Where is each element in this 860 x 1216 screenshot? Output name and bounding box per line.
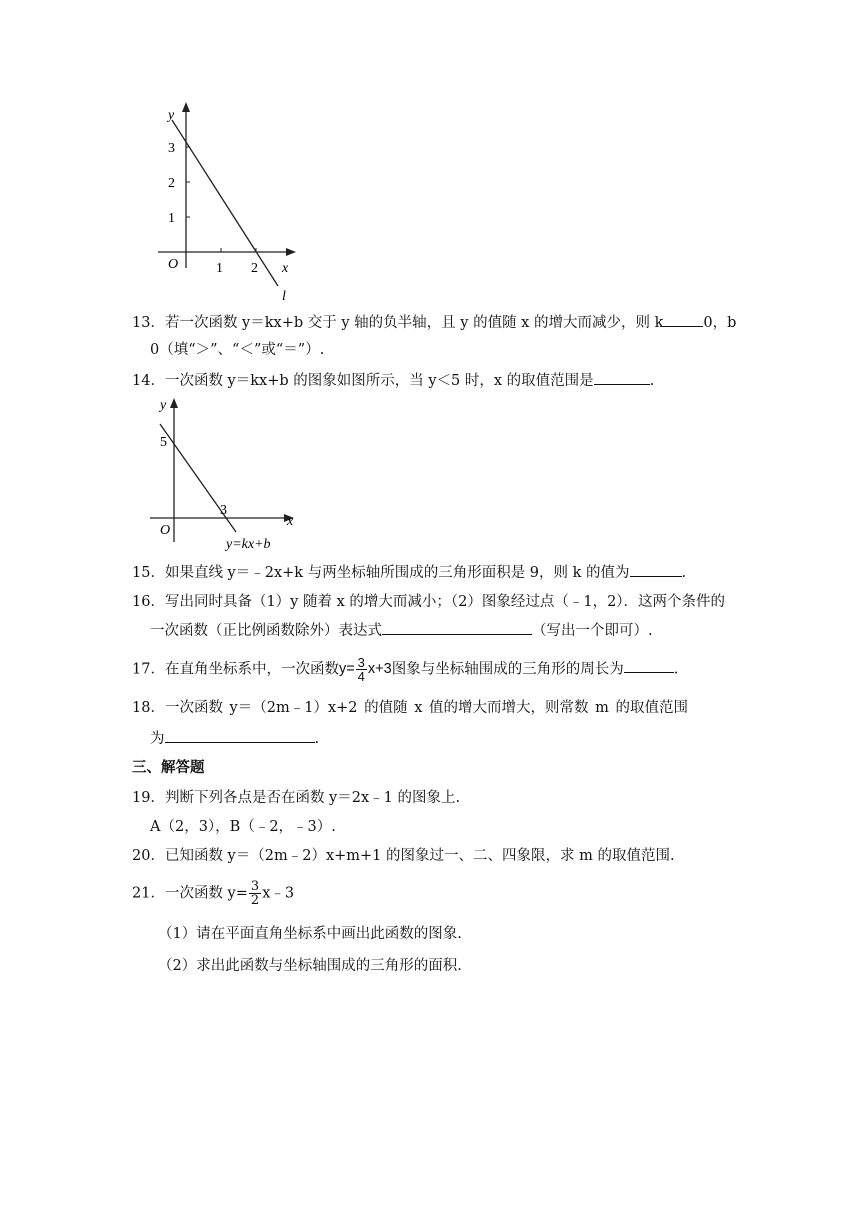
q17-suffix: 图象与坐标轴围成的三角形的周长为 — [391, 661, 624, 678]
x-axis-arrow-icon — [286, 248, 296, 256]
question-13-line2: 0（填“＞”、“＜”或“＝”）. — [150, 342, 325, 358]
line-label: y=kx+b — [226, 537, 271, 552]
q21-numerator: 3 — [250, 879, 260, 894]
q16-blank[interactable] — [382, 620, 532, 635]
question-21-part2: （2）求出此函数与坐标轴围成的三角形的面积. — [158, 958, 462, 974]
q21-fraction — [249, 880, 261, 907]
q14-end: . — [649, 373, 655, 389]
y-tick-label: 3 — [168, 141, 175, 156]
q13-text-mid: 0，b — [703, 315, 737, 331]
line-l — [172, 120, 278, 286]
question-19-points: A（2，3），B（﹣2，﹣3）. — [150, 819, 336, 835]
line-label: l — [282, 289, 286, 304]
q13-blank-k[interactable] — [663, 312, 703, 327]
q15-end: . — [681, 565, 687, 581]
q18-blank[interactable] — [165, 728, 315, 743]
question-21-part1: （1）请在平面直角坐标系中画出此函数的图象. — [158, 926, 462, 942]
q13-text: 13．若一次函数 y＝kx+b 交于 y 轴的负半轴，且 y 的值随 x 的增大而减少，则 k — [132, 315, 664, 331]
y-axis-arrow-icon — [170, 398, 178, 408]
graph-2 — [144, 394, 314, 554]
q17-text: 17．在直角坐标系中，一次函数 — [132, 661, 339, 678]
q17-fraction — [356, 656, 367, 683]
x-axis-label: x — [287, 514, 294, 529]
q17-denominator: 4 — [357, 669, 365, 684]
x-intercept-label: 3 — [220, 503, 227, 518]
q16-text: 一次函数（正比例函数除外）表达式 — [150, 623, 382, 639]
section-heading: 三、解答题 — [132, 760, 205, 776]
q21-tail: x﹣3 — [262, 885, 295, 902]
y-axis-label: y — [160, 398, 167, 413]
origin-label: O — [168, 257, 179, 272]
question-14 — [132, 370, 654, 391]
q17-blank[interactable] — [624, 658, 674, 673]
question-17 — [132, 656, 678, 683]
question-13 — [132, 312, 736, 333]
question-15 — [132, 562, 686, 583]
y-axis-arrow-icon — [182, 102, 190, 112]
q17-formula-tail: x+3 — [367, 661, 392, 678]
q14-text: 14．一次函数 y＝kx+b 的图象如图所示，当 y＜5 时，x 的取值范围是 — [132, 373, 594, 389]
question-18-line2 — [150, 728, 319, 749]
q18-text: 为 — [150, 731, 165, 747]
q17-formula-y: y= — [338, 661, 355, 678]
q17-numerator: 3 — [357, 655, 365, 670]
y-axis-label: y — [168, 108, 175, 123]
q18-end: . — [314, 731, 320, 747]
question-18: 18．一次函数 y＝（2m﹣1）x+2 的值随 x 值的增大而增大，则常数 m 的取值范围 — [132, 700, 688, 716]
y-tick-label: 1 — [168, 211, 175, 226]
q15-blank[interactable] — [630, 562, 682, 577]
q17-end: . — [673, 661, 679, 678]
x-axis-label: x — [282, 261, 289, 276]
question-19: 19．判断下列各点是否在函数 y＝2x﹣1 的图象上. — [132, 790, 461, 806]
question-16-line2 — [150, 620, 653, 641]
origin-label: O — [160, 523, 171, 538]
q21-denominator: 2 — [250, 893, 260, 908]
q17-formula — [338, 655, 392, 684]
question-20: 20．已知函数 y＝（2m﹣2）x+m+1 的图象过一、二、四象限，求 m 的取值范围. — [132, 848, 675, 864]
q21-text: 21．一次函数 y= — [132, 885, 248, 902]
x-tick-label: 2 — [251, 261, 258, 276]
y-intercept-label: 5 — [160, 435, 167, 450]
question-21 — [132, 880, 294, 907]
x-tick-label: 1 — [216, 261, 223, 276]
y-tick-label: 2 — [168, 176, 175, 191]
q14-blank[interactable] — [594, 370, 650, 385]
q16-end: （写出一个即可）. — [532, 623, 653, 639]
question-16: 16．写出同时具备（1）y 随着 x 的增大而减小；（2）图象经过点（﹣1，2）．这两个条件的 — [132, 594, 726, 610]
q15-text: 15．如果直线 y＝﹣2x+k 与两坐标轴所围成的三角形面积是 9，则 k 的值为 — [132, 565, 630, 581]
graph-1 — [150, 98, 310, 304]
